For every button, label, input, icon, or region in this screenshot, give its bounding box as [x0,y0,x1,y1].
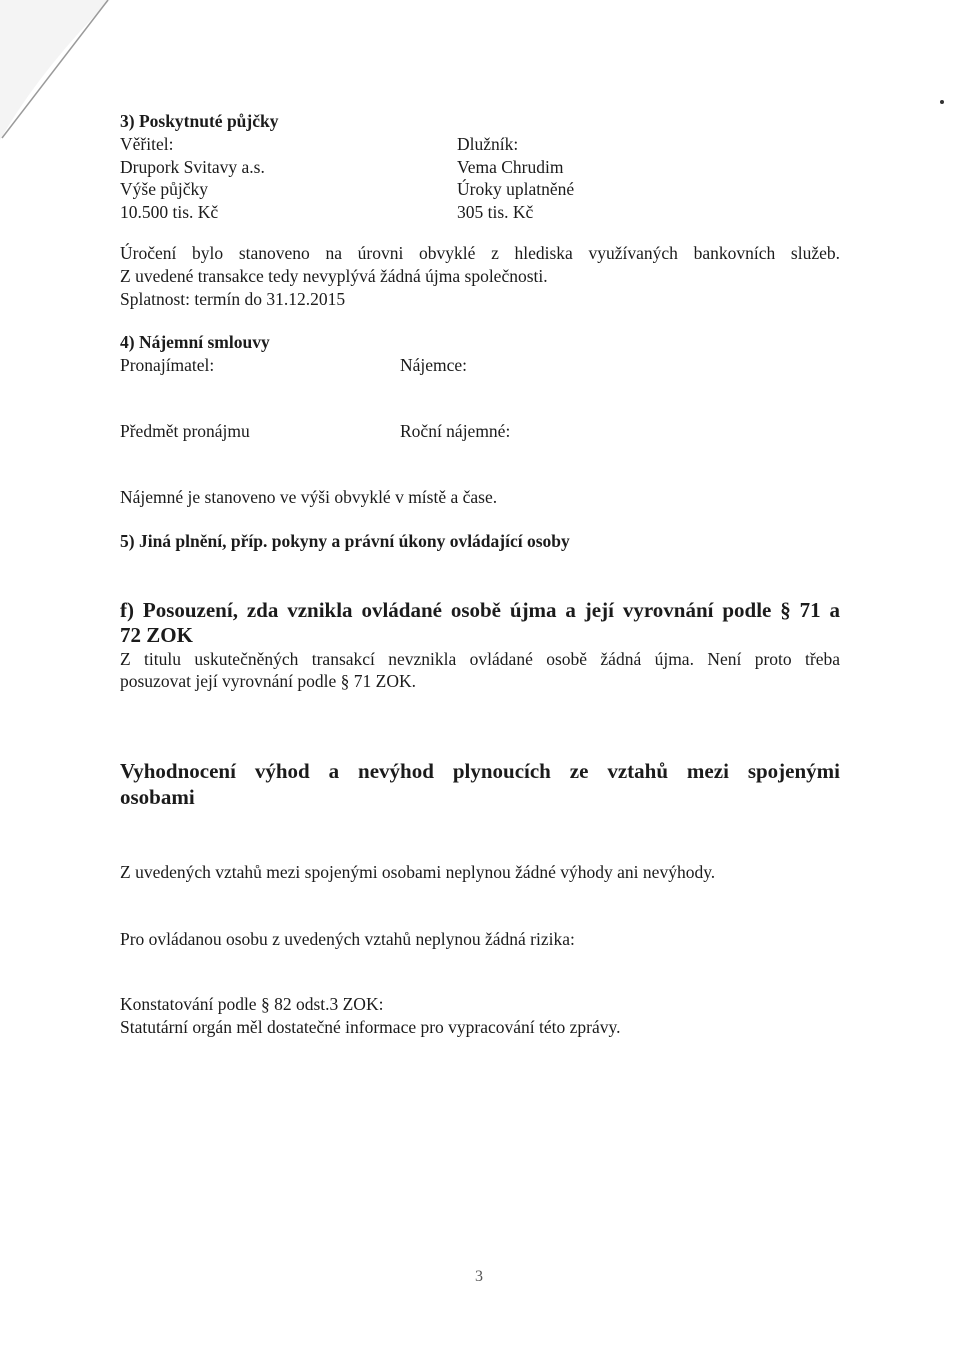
section3-paragraph-line1: Úročení bylo stanoveno na úrovni obvyklé z hlediska využívaných bankovních služeb. [120,243,840,263]
loan-amount-label: Výše půjčky [120,179,208,199]
page-number: 3 [475,1268,483,1285]
evaluation-paragraph-3-line1: Konstatování podle § 82 odst.3 ZOK: [120,994,384,1014]
evaluation-paragraph-2: Pro ovládanou osobu z uvedených vztahů neplynou žádná rizika: [120,929,575,949]
loan-amount-value: 10.500 tis. Kč [120,202,219,222]
scan-dot [940,100,944,104]
rent-note: Nájemné je stanoveno ve výši obvyklé v místě a čase. [120,487,498,507]
evaluation-heading-line1: Vyhodnocení výhod a nevýhod plynoucích ze vztahů mezi spojenými [120,759,840,783]
debtor-value: Vema Chrudim [457,157,564,177]
lessee-label: Nájemce: [400,355,468,375]
interest-label: Úroky uplatněné [457,179,575,199]
sectionf-paragraph-line1: Z titulu uskutečněných transakcí nevznikla ovládané osobě žádná újma. Není proto třeba [120,649,840,669]
section3-heading: 3) Poskytnuté půjčky [120,111,279,131]
scan-edge-mark [0,0,110,140]
due-date: Splatnost: termín do 31.12.2015 [120,289,346,309]
sectionf-heading-line1: f) Posouzení, zda vznikla ovládané osobě újma a její vyrovnání podle § 71 a [120,598,840,622]
section4-heading: 4) Nájemní smlouvy [120,332,270,352]
section3-paragraph-line2: Z uvedené transakce tedy nevyplývá žádná újma společnosti. [120,266,548,286]
creditor-label: Věřitel: [120,134,174,154]
sectionf-heading-line2: 72 ZOK [120,623,193,647]
lessor-label: Pronajímatel: [120,355,215,375]
evaluation-paragraph-1: Z uvedených vztahů mezi spojenými osobami neplynou žádné výhody ani nevýhody. [120,862,716,882]
annual-rent-label: Roční nájemné: [400,421,511,441]
rent-subject-label: Předmět pronájmu [120,421,250,441]
interest-value: 305 tis. Kč [457,202,534,222]
creditor-value: Drupork Svitavy a.s. [120,157,265,177]
debtor-label: Dlužník: [457,134,519,154]
evaluation-heading-line2: osobami [120,785,195,809]
evaluation-paragraph-3-line2: Statutární orgán měl dostatečné informace pro vypracování této zprávy. [120,1017,621,1037]
section5-heading: 5) Jiná plnění, příp. pokyny a právní úkony ovládající osoby [120,531,570,551]
sectionf-paragraph-line2: posuzovat její vyrovnání podle § 71 ZOK. [120,671,416,691]
